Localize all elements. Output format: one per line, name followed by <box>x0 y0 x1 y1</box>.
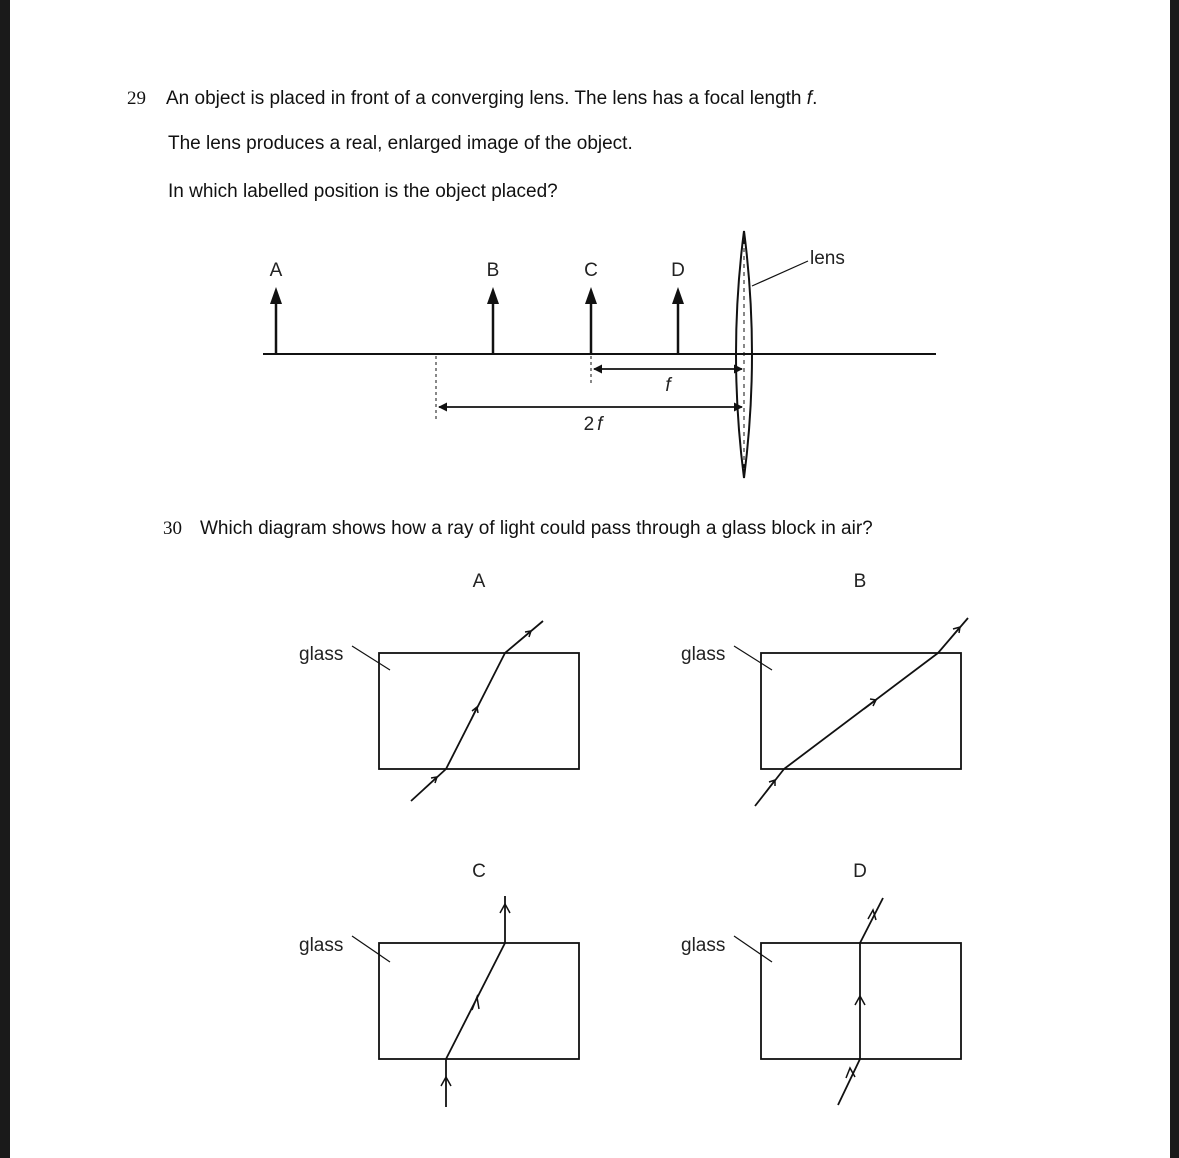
emergent-ray <box>860 898 883 943</box>
glass-label: glass <box>681 935 726 956</box>
glass-leader-line <box>734 936 772 962</box>
ray-direction-arrow <box>424 777 437 789</box>
question-30-number: 30 <box>163 518 182 539</box>
ray-direction-arrow <box>950 627 960 639</box>
ray-direction-arrow <box>766 780 775 792</box>
incident-ray <box>838 1059 860 1105</box>
twice-focal-length-symbol: f <box>597 414 603 435</box>
option-label-a: A <box>472 571 486 592</box>
question-29-line-3: In which labelled position is the object placed? <box>168 181 558 202</box>
object-arrow-a <box>270 287 282 354</box>
question-29-line-1-end: . <box>812 88 818 109</box>
option-b-diagram <box>734 618 968 806</box>
option-label-b: B <box>853 571 867 592</box>
option-d-labels <box>681 861 867 956</box>
position-label-b: B <box>486 260 500 281</box>
question-29-line-1-main: An object is placed in front of a converging lens. The lens has a focal length <box>166 88 807 109</box>
twice-focal-length-label <box>584 414 605 435</box>
position-label-c: C <box>584 260 598 281</box>
focal-length-symbol: f <box>806 88 813 109</box>
lens-leader-line <box>752 261 808 286</box>
glass-label: glass <box>299 644 344 665</box>
object-arrow-b <box>487 287 499 354</box>
glass-block <box>379 943 579 1059</box>
object-arrow-d <box>672 287 684 354</box>
question-30-text: Which diagram shows how a ray of light could pass through a glass block in air? <box>200 518 873 539</box>
position-label-a: A <box>269 260 283 281</box>
ray-direction-arrow <box>471 707 478 720</box>
option-b-labels <box>681 571 866 665</box>
question-29-line-2: The lens produces a real, enlarged image of the object. <box>168 133 633 154</box>
option-a-diagram <box>352 621 579 801</box>
option-c-diagram <box>352 896 579 1107</box>
position-label-d: D <box>671 260 685 281</box>
option-c-labels <box>299 861 486 956</box>
glass-label: glass <box>299 935 344 956</box>
object-arrow-c <box>585 287 597 354</box>
option-d-diagram <box>734 898 961 1105</box>
glass-block <box>379 653 579 769</box>
ray-direction-arrow <box>864 699 876 709</box>
twice-focal-length-number: 2 <box>583 414 595 435</box>
lens-label: lens <box>810 248 845 269</box>
ray-direction-arrow <box>518 631 531 642</box>
question-29-number: 29 <box>127 88 146 109</box>
glass-block <box>761 943 961 1059</box>
option-a-labels <box>299 571 486 665</box>
option-label-d: D <box>853 861 867 882</box>
focal-length-label: f <box>665 375 671 396</box>
option-label-c: C <box>472 861 486 882</box>
glass-leader-line <box>352 646 390 670</box>
glass-label: glass <box>681 644 726 665</box>
glass-leader-line <box>352 936 390 962</box>
glass-leader-line <box>734 646 772 670</box>
refracted-ray <box>784 653 938 769</box>
ray-direction-arrow <box>472 997 479 1010</box>
